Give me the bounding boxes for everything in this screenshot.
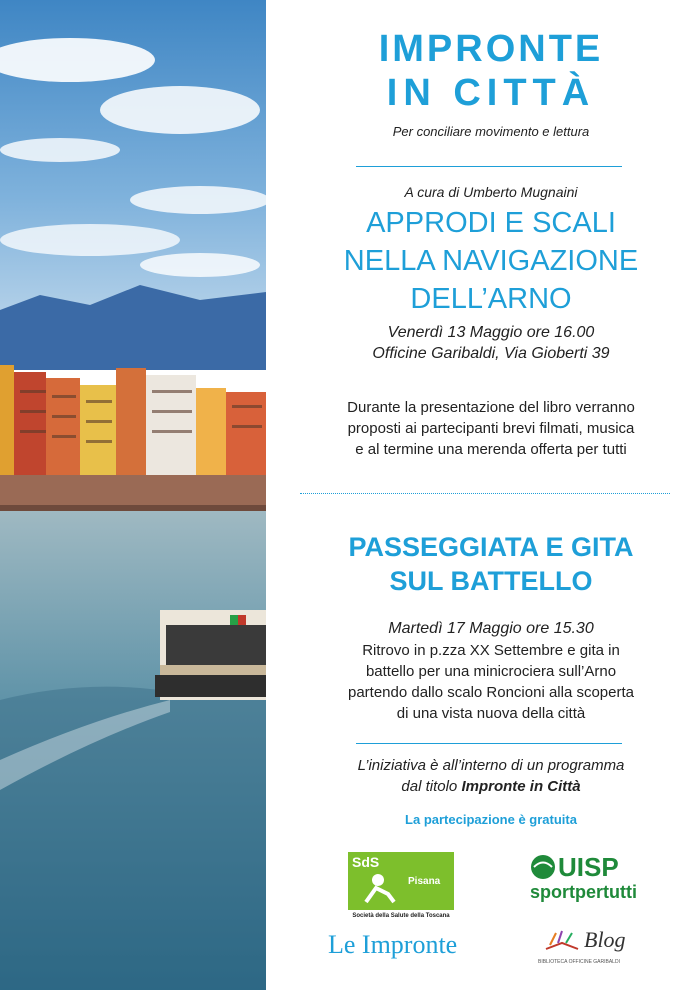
event1-date: Venerdì 13 Maggio ore 16.00 — [387, 324, 595, 341]
event1-desc-line3: e al termine una merenda offerta per tutti — [355, 441, 627, 458]
event2-desc-line2: battello per una minicrociera sull’Arno — [365, 663, 617, 680]
program-line2-title: Impronte in Città — [461, 778, 581, 795]
main-title-line1: IMPRONTE — [378, 28, 604, 70]
blog-logo-sub: BIBLIOTECA OFFICINE GARIBALDI — [538, 959, 620, 965]
river-landscape-image — [0, 0, 266, 990]
sds-logo-full: Società della Salute della Toscana — [352, 913, 450, 919]
program-line1: L’iniziativa è all’interno di un programma — [357, 757, 625, 774]
divider-top — [356, 166, 622, 167]
pisa-photo — [0, 0, 266, 990]
flyer-content — [266, 0, 700, 990]
event2-title-line2: SUL BATTELLO — [389, 566, 593, 596]
divider-dotted — [300, 493, 670, 494]
free-participation: La partecipazione è gratuita — [405, 812, 577, 827]
event1-curator: A cura di Umberto Mugnaini — [404, 184, 578, 200]
event1-desc-line1: Durante la presentazione del libro verranno — [347, 399, 635, 416]
uisp-logo-name: UISP — [558, 852, 619, 882]
event1-venue: Officine Garibaldi, Via Gioberti 39 — [372, 345, 610, 362]
event2-desc-line1: Ritrovo in p.zza XX Settembre e gita in — [362, 642, 620, 659]
event2-title-line1: PASSEGGIATA E GITA — [348, 532, 634, 562]
event1-title-line3: DELL’ARNO — [410, 283, 572, 315]
event2-desc-line3: partendo dallo scalo Roncioni alla scoperta — [347, 684, 634, 701]
event1-title-line1: APPRODI E SCALI — [366, 207, 616, 239]
main-subtitle: Per conciliare movimento e lettura — [392, 124, 590, 139]
event1-desc-line2: proposti ai partecipanti brevi filmati, musica — [347, 420, 635, 437]
uisp-logo-tagline: sportpertutti — [530, 882, 637, 902]
program-line2-prefix: dal titolo — [401, 778, 462, 795]
event1-title-line2: NELLA NAVIGAZIONE — [343, 245, 639, 277]
main-title-line2: IN CITTÀ — [386, 72, 596, 114]
le-impronte-logo: Le Impronte — [328, 930, 458, 959]
event2-date: Martedì 17 Maggio ore 15.30 — [388, 620, 594, 637]
event2-desc-line4: di una vista nuova della città — [396, 705, 586, 722]
sds-logo-city: Pisana — [408, 876, 441, 887]
blog-logo-word: Blog — [584, 927, 626, 952]
sds-logo-short: SdS — [352, 854, 380, 870]
